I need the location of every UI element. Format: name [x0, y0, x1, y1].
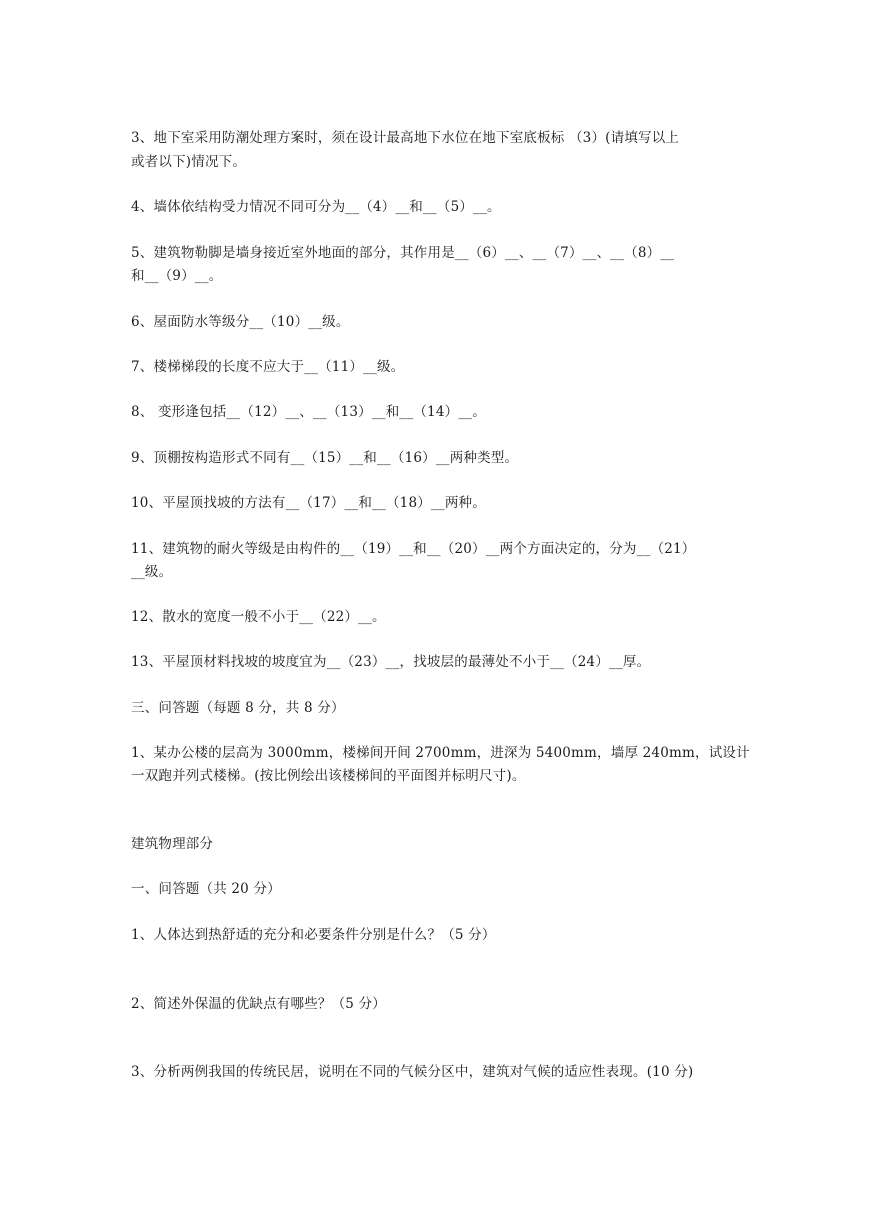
question-4: 4、墙体依结构受力情况不同可分为__（4）__和__（5）__。 — [131, 199, 501, 215]
question-13: 13、平屋顶材料找坡的坡度宜为__（23）__，找坡层的最薄处不小于__（24）__厚。 — [131, 654, 651, 670]
question-6: 6、屋面防水等级分__（10）__级。 — [131, 314, 350, 330]
question-5-line-1: 5、建筑物勒脚是墙身接近室外地面的部分，其作用是__（6）__、__（7）__、__（8）__ — [131, 245, 675, 261]
part-heading-building-physics: 建筑物理部分 — [131, 836, 214, 852]
question-3-line-1: 3、地下室采用防潮处理方案时，须在设计最高地下水位在地下室底板标 （3）(请填写以上 — [131, 130, 680, 146]
section-3-heading: 三、问答题（每题 8 分，共 8 分） — [131, 700, 345, 716]
question-3-line-2: 或者以下)情况下。 — [131, 154, 247, 170]
question-11-line-1: 11、建筑物的耐火等级是由构件的__（19）__和__（20）__两个方面决定的，分为__（21） — [131, 541, 696, 557]
physics-question-3: 3、分析两例我国的传统民居，说明在不同的气候分区中，建筑对气候的适应性表现。(10 分) — [131, 1064, 694, 1080]
question-8: 8、 变形逢包括__（12）__、__（13）__和__（14）__。 — [131, 404, 486, 420]
physics-question-1: 1、人体达到热舒适的充分和必要条件分别是什么？（5 分） — [131, 927, 496, 943]
question-12: 12、散水的宽度一般不小于__（22）__。 — [131, 609, 386, 625]
physics-question-2: 2、简述外保温的优缺点有哪些？（5 分） — [131, 996, 386, 1012]
question-11-line-2: __级。 — [131, 564, 173, 580]
section-1-heading: 一、问答题（共 20 分） — [131, 881, 281, 897]
essay-question-1-line-2: 一双跑并列式楼梯。(按比例绘出该楼梯间的平面图并标明尺寸)。 — [131, 768, 526, 784]
question-9: 9、顶棚按构造形式不同有__（15）__和__（16）__两种类型。 — [131, 450, 519, 466]
question-10: 10、平屋顶找坡的方法有__（17）__和__（18）__两种。 — [131, 495, 486, 511]
question-5-line-2: 和__（9）__。 — [131, 268, 223, 284]
essay-question-1-line-1: 1、某办公楼的层高为 3000mm，楼梯间开间 2700mm，进深为 5400mm，墙厚 240mm，试设计 — [131, 745, 750, 761]
question-7: 7、楼梯梯段的长度不应大于__（11）__级。 — [131, 359, 405, 375]
